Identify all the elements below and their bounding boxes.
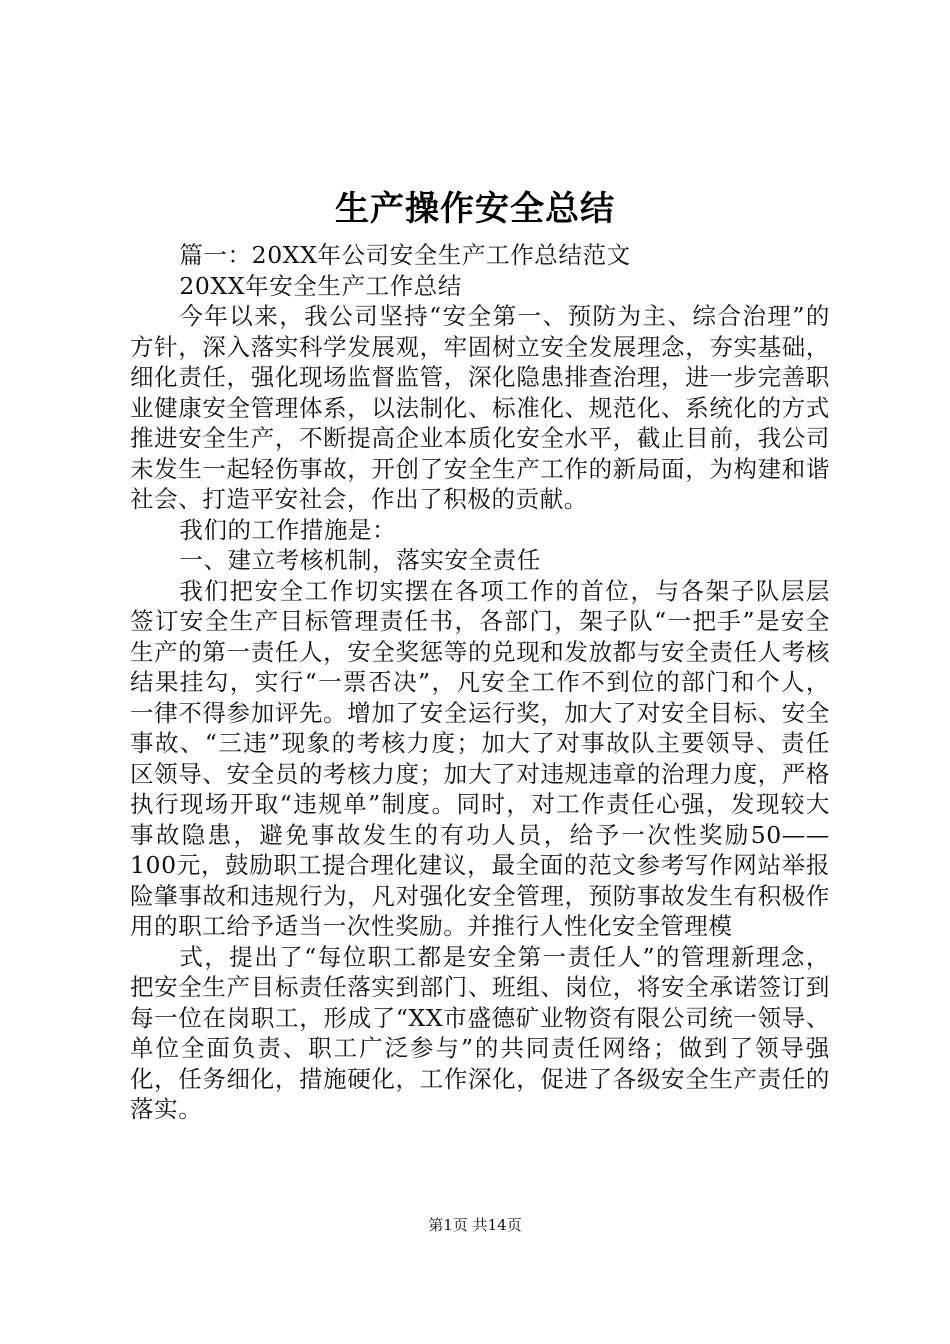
document-body <box>130 240 830 1125</box>
subheading: 20XX年安全生产工作总结 <box>179 271 463 300</box>
page-number: 第1页 共14页 <box>428 1216 522 1234</box>
document-title: 生产操作安全总结 <box>335 189 615 229</box>
paragraph: 我们把安全工作切实摆在各项工作的首位，与各架子队层层签订安全生产目标管理责任书，各部门，架子队“一把手”是安全生产的第一责任人，安全奖惩等的兑现和发放都与安全责任人考核结果挂勾，实行“一票否决”，凡安全工作不到位的部门和个人，一律不得参加评先。增加了安全运行奖，加大了对安全目标、安全事故、“三违”现象的考核力度；加大了对事故队主要领导、责任区领导、安全员的考核力度；加大了对违规违章的治理力度，严格执行现场开取“违规单”制度。同时，对工作责任心强，发现较大事故隐患，避免事故发生的有功人员，给予一次性奖励50——100元，鼓励职工提合理化建议，最全面的范文参考写作网站举报险肇事故和违规行为，凡对强化安全管理，预防事故发生有积极作用的职工给予适当一次性奖励。并推行人性化安全管理模 <box>130 576 830 940</box>
paragraph: 式，提出了“每位职工都是安全第一责任人”的管理新理念，把安全生产目标责任落实到部门、班组、岗位，将安全承诺签订到每一位在岗职工，形成了“XX市盛德矿业物资有限公司统一领导、单位全面负责、职工广泛参与”的共同责任网络；做到了领导强化，任务细化，措施硬化，工作深化，促进了各级安全生产责任的落实。 <box>130 942 830 1123</box>
section-subheading: 一、建立考核机制，落实安全责任 <box>179 546 541 574</box>
paragraph: 今年以来，我公司坚持“安全第一、预防为主、综合治理”的方针，深入落实科学发展观，牢固树立安全发展理念，夯实基础，细化责任，强化现场监督监管，深化隐患排查治理，进一步完善职业健康安全管理体系，以法制化、标准化、规范化、系统化的方式推进安全生产，不断提高企业本质化安全水平，截止目前，我公司未发生一起轻伤事故，开创了安全生产工作的新局面，为构建和谐社会、打造平安社会，作出了积极的贡献。 <box>130 302 830 513</box>
paragraph: 我们的工作措施是： <box>179 515 397 544</box>
section-heading: 篇一：20XX年公司安全生产工作总结范文 <box>179 241 631 269</box>
